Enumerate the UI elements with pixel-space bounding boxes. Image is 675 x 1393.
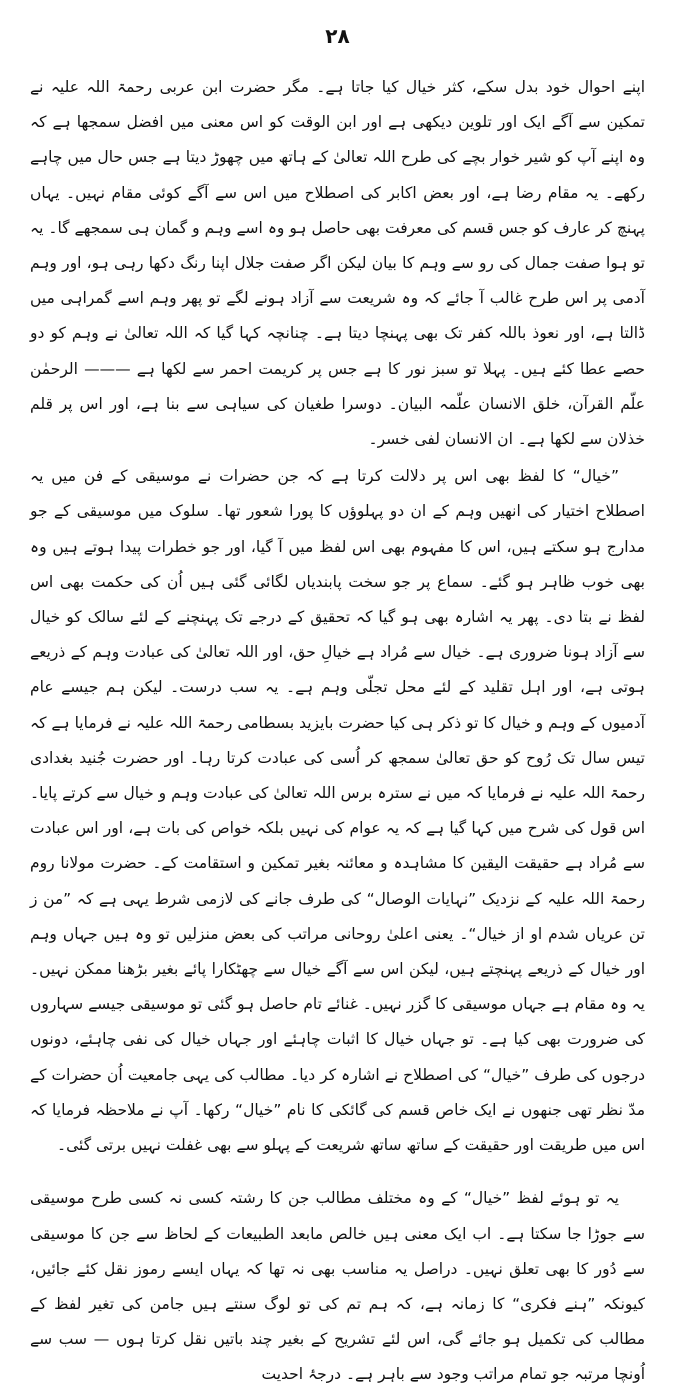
paragraph-3: یہ تو ہوئے لفظ ”خیال“ کے وہ مختلف مطالب جن کا رشتہ کسی نہ کسی طرح موسیقی سے جوڑا جا سکتا ہے۔ اب ایک معنی ہیں خالص مابعد الطبیعات کے لحاظ سے جن کا موسیقی سے دُور کا بھی تعلق نہیں۔ دراصل یہ مناسب بھی نہ تھا کہ یہاں ایسے رموز نقل کئے جائیں، کیونکہ ”ہنے فکری“ کا زمانہ ہے، کہ ہم تم کی تو لوگ سنتے ہیں جامن کی تغیر لفظ کے مطالب کی تکمیل ہو جائے گی، اس لئے تشریح کے بغیر چند باتیں نقل کرتا ہوں — سب سے اُونچا مرتبہ جو تمام مراتب وجود سے باہر ہے۔ درجۂ احدیت (30, 1189, 645, 1384)
body-text (30, 70, 645, 1393)
paragraph-2: ”خیال“ کا لفظ بھی اس پر دلالت کرتا ہے کہ جن حضرات نے موسیقی کے فن میں یہ اصطلاح اختیار کی انھیں وہم کے ان دو پہلوؤں کا پورا شعور تھا۔ سلوک میں موسیقی کے جو مدارج ہو سکتے ہیں، اس کا مفہوم بھی اس لفظ میں آ گیا، اور جو خطرات پیدا ہوتے ہیں وہ بھی خوب ظاہر ہو گئے۔ سماع پر جو سخت پابندیاں لگائی گئی ہیں اُن کی حکمت بھی اس لفظ نے بتا دی۔ پھر یہ اشارہ بھی ہو گیا کہ تحقیق کے درجے تک پہنچنے کے لئے سالک کو خیال سے آزاد ہونا ضروری ہے۔ خیال سے مُراد ہے خیالِ حق، اور اللہ تعالیٰ کی عبادت وہم کے ذریعے ہوتی ہے، اور اہل تقلید کے لئے محل تجلّی وہم ہے۔ یہ سب درست۔ لیکن ہم جیسے عام آدمیوں کے وہم و خیال کا تو ذکر ہی کیا حضرت بایزید بسطامی رحمۃ اللہ علیہ نے فرمایا ہے کہ تیس سال تک رُوح کو حق تعالیٰ سمجھ کر اُسی کی عبادت کرتا رہا۔ اور حضرت جُنید بغدادی رحمۃ اللہ علیہ نے فرمایا کہ میں نے سترہ برس اللہ تعالیٰ کی عبادت وہم و خیال سے کرتے پایا۔ اس قول کی شرح میں کہا گیا ہے کہ یہ عوام کی نہیں بلکہ خواص کی بات ہے، اور اس عبادت سے مُراد ہے حقیقت الیقین کا مشاہدہ و معائنہ بغیر تمکین و استقامت کے۔ حضرت مولانا روم رحمۃ اللہ علیہ کے نزدیک ”نہایات الوصال“ کی طرف جانے کی لازمی شرط یہی ہے کہ ”من ز تن عریاں شدم او از خیال“۔ یعنی اعلیٰ روحانی مراتب کی بعض منزلیں تو وہ ہیں جہاں وہم اور خیال کے ذریعے پہنچتے ہیں، لیکن اس سے آگے خیال سے چھٹکارا پائے بغیر بڑھنا ممکن نہیں۔ یہ وہ مقام ہے جہاں موسیقی کا گزر نہیں۔ غنائے تام حاصل ہو گئی تو موسیقی جیسے سہاروں کی ضرورت بھی کیا ہے۔ تو جہاں خیال کا اثبات چاہئے اور جہاں خیال کی نفی چاہئے، دونوں درجوں کی طرف ”خیال“ کی اصطلاح نے اشارہ کر دیا۔ مطالب کی یہی جامعیت اُن حضرات کے مدّ نظر تھی جنھوں نے ایک خاص قسم کی گائکی کا نام ”خیال“ رکھا۔ آپ نے ملاحظہ فرمایا کہ اس میں طریقت اور حقیقت کے ساتھ ساتھ شریعت کے پہلو سے بھی غفلت نہیں برتی گئی۔ (30, 467, 645, 1155)
page-number: ۲۸ (325, 24, 350, 48)
paragraph-1: اپنے احوال خود بدل سکے، کثر خیال کیا جاتا ہے۔ مگر حضرت ابن عربی رحمۃ اللہ علیہ نے تمکین سے آگے ایک اور تلوین دیکھی ہے اور ابن الوقت کو اس معنی میں افضل سمجھا ہے کہ وہ اپنے آپ کو شیر خوار بچے کی طرح اللہ تعالیٰ کے ہاتھ میں چھوڑ دیتا ہے جس حال میں چاہے رکھے۔ یہ مقام رضا ہے، اور بعض اکابر کی اصطلاح میں اس سے آگے کوئی مقام نہیں۔ یہاں پہنچ کر عارف کو جس قسم کی معرفت بھی حاصل ہو وہ اسے وہم و گمان ہی سمجھے گا۔ یہ تو ہوا صفت جمال کی رو سے وہم کا بیان لیکن اگر صفت جلال اپنا رنگ دکھا رہی ہو، اور وہم آدمی پر اس طرح غالب آ جائے کہ وہ شریعت سے آزاد ہونے لگے تو پھر وہم اسے گمراہی میں ڈالتا ہے، اور نعوذ باللہ کفر تک بھی پہنچا دیتا ہے۔ چنانچہ کہا گیا کہ اللہ تعالیٰ نے وہم کو دو حصے عطا کئے ہیں۔ پہلا تو سبز نور کا ہے جس پر کریمت احمر سے لکھا ہے ——— الرحمٰن علّم القرآن، خلق الانسان علّمہ البیان۔ دوسرا طغیان کی سیاہی سے بنا ہے، اور اس پر قلم خذلان سے لکھا ہے۔ ان الانسان لفی خسر۔ (30, 78, 645, 449)
